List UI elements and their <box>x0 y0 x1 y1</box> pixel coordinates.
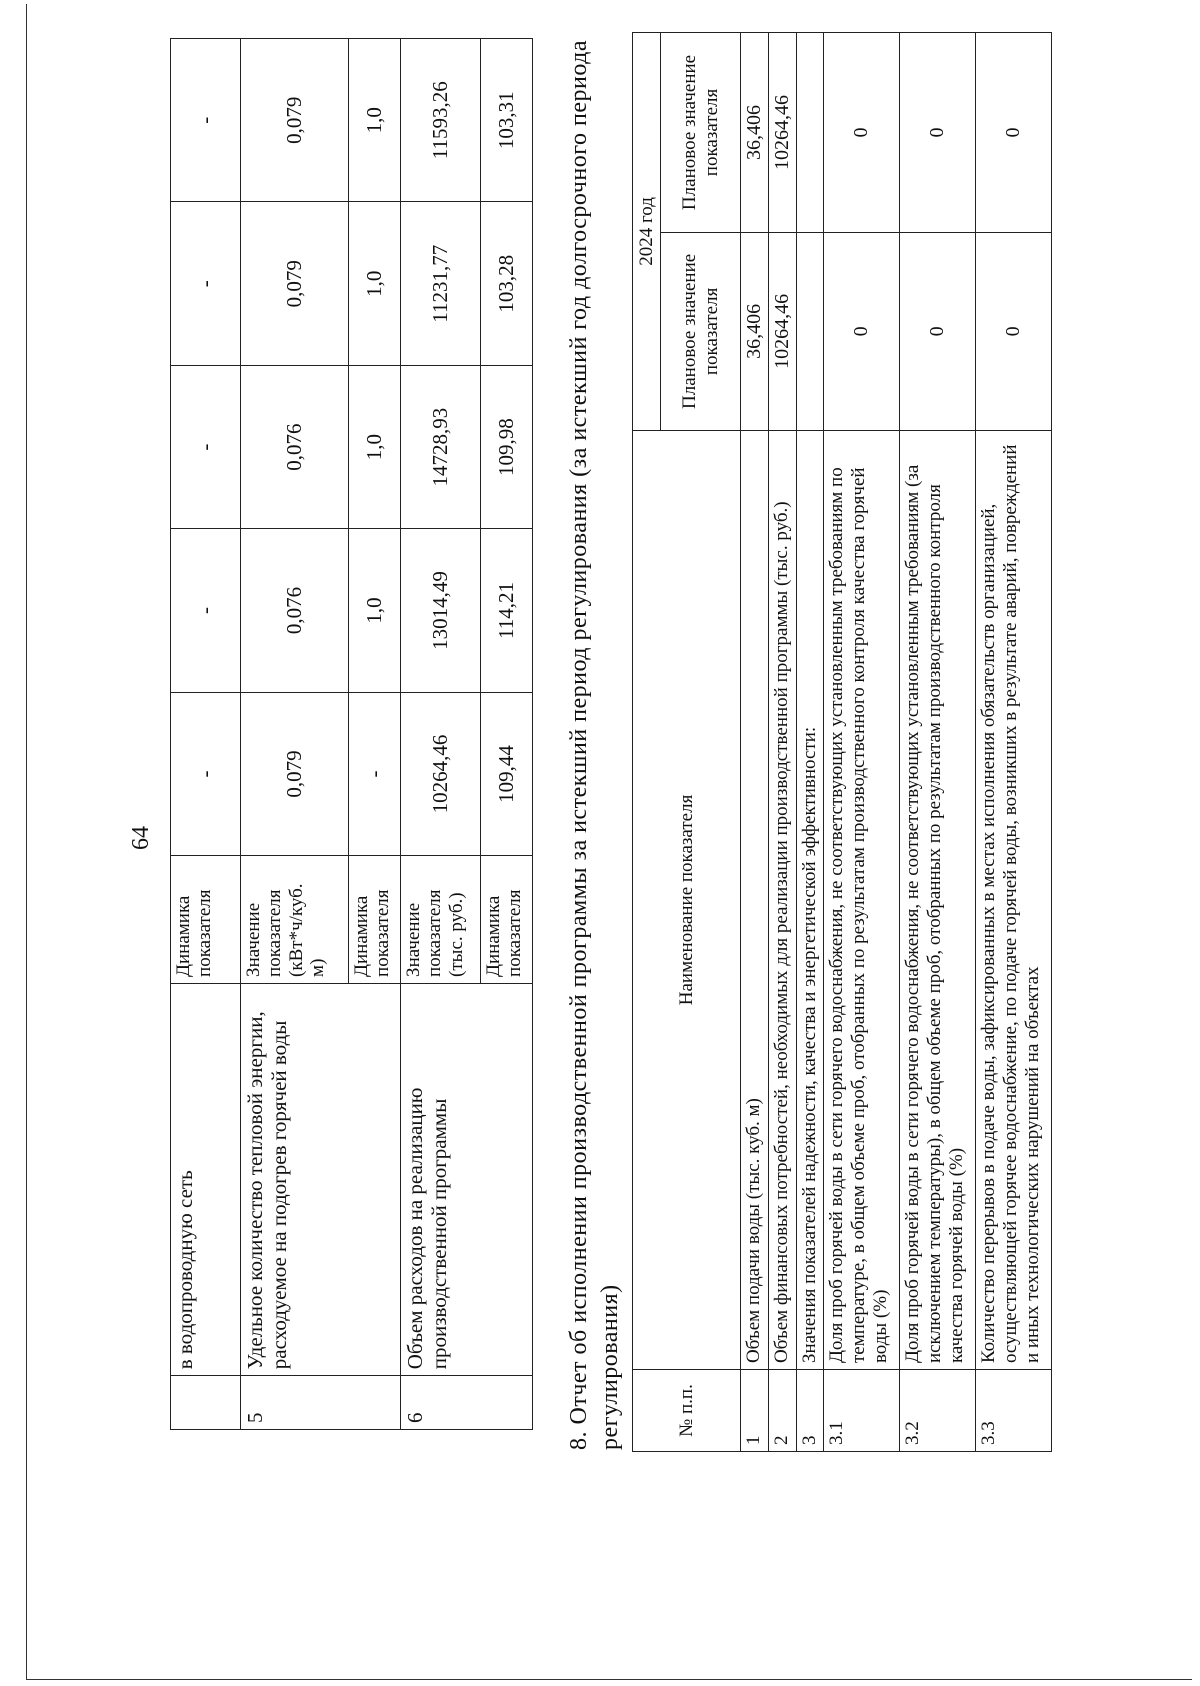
row-name: в водопроводную сеть <box>171 983 241 1375</box>
cell-value: 13014,49 <box>401 529 481 692</box>
table-row <box>975 33 1051 1452</box>
cell-value <box>797 33 824 233</box>
col-header-number: № п.п. <box>633 1370 741 1452</box>
cell-value: 0 <box>823 232 899 430</box>
row-number: 5 <box>241 1376 401 1430</box>
row-number: 6 <box>401 1376 533 1430</box>
row-number: 3.3 <box>975 1370 1051 1452</box>
row-number <box>171 1376 241 1430</box>
metric-label: Значение показателя (кВт*ч/куб. м) <box>241 856 349 984</box>
metric-label: Значение показателя (тыс. руб.) <box>401 856 481 984</box>
section-8-title: 8. Отчет об исполнении производственной программы за истекший период регулирования (за истекший год долгосрочного периода регулирования) <box>566 40 624 1450</box>
cell-value: 10264,46 <box>769 33 797 233</box>
cell-value: 0 <box>899 33 975 233</box>
cell-value: 109,98 <box>481 365 533 528</box>
row-name: Объем подачи воды (тыс. куб. м) <box>741 430 769 1369</box>
cell-value: 103,28 <box>481 202 533 365</box>
row-name: Объем финансовых потребностей, необходимых для реализации производственной программы (тыс. руб.) <box>769 430 797 1369</box>
row-number: 2 <box>769 1370 797 1452</box>
row-number: 3.2 <box>899 1370 975 1452</box>
row-name: Удельное количество тепловой энергии, расходуемое на подогрев горячей воды <box>241 983 401 1375</box>
cell-value: - <box>171 39 241 202</box>
cell-value <box>797 232 824 430</box>
cell-value: 0 <box>823 33 899 233</box>
cell-value: - <box>171 692 241 855</box>
cell-value: 0,079 <box>241 39 349 202</box>
metric-label: Динамика показателя <box>481 856 533 984</box>
rotated-page <box>10 40 1190 1640</box>
cell-value: 0 <box>899 232 975 430</box>
row-name: Объем расходов на реализацию производственной программы <box>401 983 533 1375</box>
cell-value: 0,076 <box>241 529 349 692</box>
table-row <box>823 33 899 1452</box>
cell-value: 11231,77 <box>401 202 481 365</box>
cell-value: 1,0 <box>349 529 401 692</box>
cell-value: 10264,46 <box>401 692 481 855</box>
row-name: Значения показателей надежности, качества и энергетической эффективности: <box>797 430 824 1369</box>
cell-value: 0 <box>975 232 1051 430</box>
cell-value: 0 <box>975 33 1051 233</box>
cell-value: 1,0 <box>349 202 401 365</box>
cell-value: - <box>171 529 241 692</box>
cell-value: 0,079 <box>241 692 349 855</box>
table-row <box>171 39 241 1430</box>
cell-value: 36,406 <box>741 232 769 430</box>
row-number: 3 <box>797 1370 824 1452</box>
cell-value: 0,079 <box>241 202 349 365</box>
row-name: Доля проб горячей воды в сети горячего водоснабжения, не соответствующих установленным требованиям (за исключением температуры), в общем объеме проб, отобранных по результатам производственного контроля качества горячей воды (%) <box>899 430 975 1369</box>
header-row <box>633 33 661 1452</box>
program-report-table <box>632 32 1052 1452</box>
cell-value: 0,076 <box>241 365 349 528</box>
col-header-plan: Плановое значение показателя <box>661 232 741 430</box>
table-row <box>401 39 481 1430</box>
metric-label: Динамика показателя <box>349 856 401 984</box>
table-row <box>769 33 797 1452</box>
table-row <box>899 33 975 1452</box>
row-number: 1 <box>741 1370 769 1452</box>
cell-value: 114,21 <box>481 529 533 692</box>
cell-value: 103,31 <box>481 39 533 202</box>
cell-value: 36,406 <box>741 33 769 233</box>
table-row <box>741 33 769 1452</box>
cell-value: - <box>349 692 401 855</box>
cell-value: 1,0 <box>349 365 401 528</box>
col-header-year: 2024 год <box>633 33 661 431</box>
cell-value: 109,44 <box>481 692 533 855</box>
cell-value: 11593,26 <box>401 39 481 202</box>
indicators-table <box>170 38 533 1430</box>
table-row <box>797 33 824 1452</box>
cell-value: 1,0 <box>349 39 401 202</box>
metric-label: Динамика показателя <box>171 856 241 984</box>
col-header-name: Наименование показателя <box>633 430 741 1369</box>
cell-value: 14728,93 <box>401 365 481 528</box>
cell-value: - <box>171 202 241 365</box>
row-number: 3.1 <box>823 1370 899 1452</box>
row-name: Доля проб горячей воды в сети горячего водоснабжения, не соответствующих установленным требованиям по температуре, в общем объеме проб, отобранных по результатам производственного контроля качества горячей воды (%) <box>823 430 899 1369</box>
table-row <box>241 39 349 1430</box>
cell-value: - <box>171 365 241 528</box>
cell-value: 10264,46 <box>769 232 797 430</box>
row-name: Количество перерывов в подаче воды, зафиксированных в местах исполнения обязательств организацией, осуществляющей горячее водоснабжение, по подаче горячей воды, возникших в результате аварий, повреждений и иных технологических нарушений на объектах <box>975 430 1051 1369</box>
col-header-plan: Плановое значение показателя <box>661 33 741 233</box>
page-number: 64 <box>128 826 154 850</box>
